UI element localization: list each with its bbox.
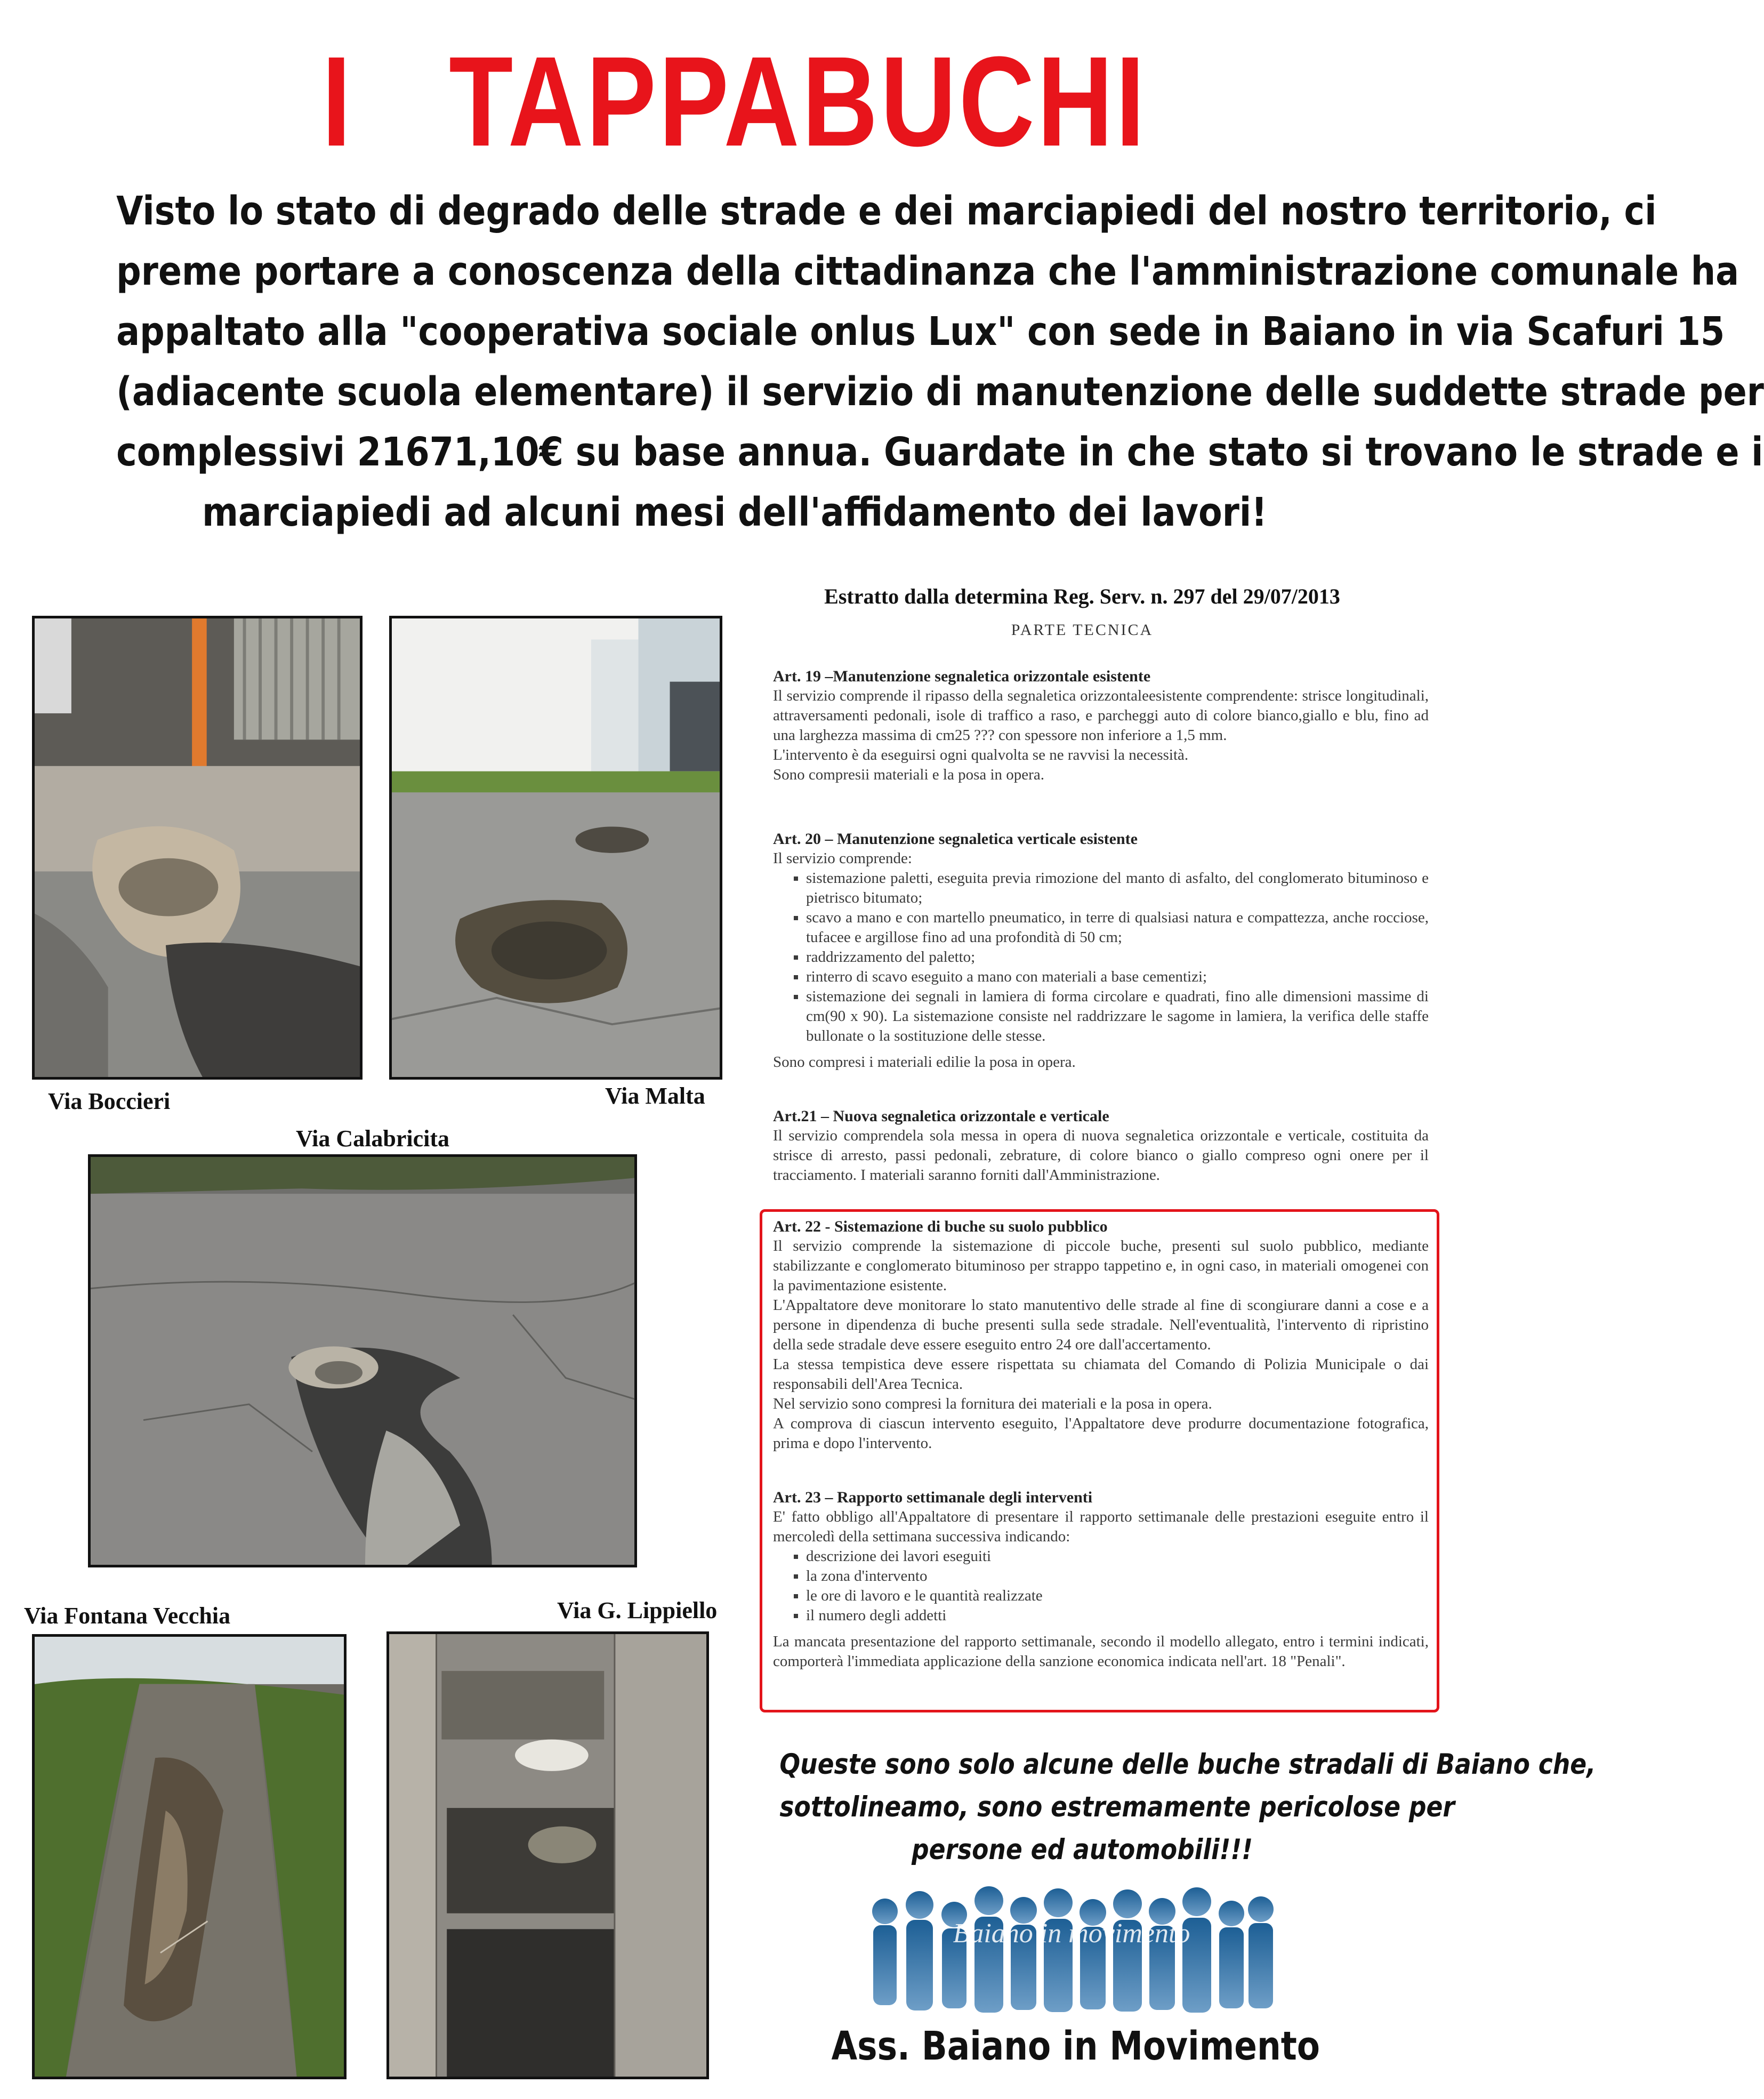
article-19-text: L'intervento è da eseguirsi ogni qualvolta se ne ravvisi la necessità. bbox=[773, 746, 1189, 763]
article-20-title: Art. 20 – Manutenzione segnaletica verticale esistente bbox=[773, 830, 1138, 848]
list-item: ▪ la zona d'intervento bbox=[806, 1566, 1429, 1586]
photo-via-malta bbox=[389, 616, 722, 1080]
article-20-list bbox=[773, 868, 1429, 1046]
photo-via-calabricita bbox=[88, 1154, 637, 1567]
article-21-title: Art.21 – Nuova segnaletica orizzontale e verticale bbox=[773, 1107, 1109, 1125]
caption-via-calabricita: Via Calabricita bbox=[296, 1125, 449, 1152]
logo-text: Baiano in movimento bbox=[953, 1918, 1190, 1949]
intro-line: complessivi 21671,10€ su base annua. Guardate in che stato si trovano le strade e i bbox=[116, 429, 1763, 475]
intro-line: appaltato alla "cooperativa sociale onlus Lux" con sede in Baiano in via Scafuri 15 bbox=[116, 309, 1725, 355]
article-22-text: A comprova di ciascun intervento eseguito, l'Appaltatore deve produrre documentazione fotografica, prima e dopo l'intervento. bbox=[773, 1415, 1429, 1452]
article-23-list bbox=[773, 1547, 1429, 1626]
list-item: ▪ sistemazione dei segnali in lamiera di forma circolare e quadrati, fino alle dimensioni massime di cm(90 x 90). La sistemazione consiste nel raddrizzare le sagome in lamiera, la verifica delle staffe bullonate o la sostituzione delle stesse. bbox=[806, 987, 1429, 1046]
caption-via-g-lippiello: Via G. Lippiello bbox=[557, 1597, 718, 1623]
intro-line: preme portare a conoscenza della cittadinanza che l'amministrazione comunale ha bbox=[116, 248, 1739, 294]
article-20-closing: Sono compresi i materiali edilie la posa in opera. bbox=[773, 1053, 1076, 1071]
page-title: I TAPPABUCHI bbox=[321, 30, 1148, 173]
article-22-text: Nel servizio sono compresi la fornitura dei materiali e la posa in opera. bbox=[773, 1395, 1212, 1412]
list-item: ▪ le ore di lavoro e le quantità realizzate bbox=[806, 1586, 1429, 1606]
article-22-text: L'Appaltatore deve monitorare lo stato manutentivo delle strade al fine di scongiurare danni a cose e a persone in dipendenza di buche presenti sulla sede stradale. Nell'eventualità, l'intervento di ripristino della sede stradale deve essere eseguito entro 24 ore dall'accertamento. bbox=[773, 1297, 1429, 1353]
closing-line: sottolineamo, sono estremamente pericolose per bbox=[779, 1791, 1455, 1823]
intro-line: Visto lo stato di degrado delle strade e dei marciapiedi del nostro territorio, ci bbox=[116, 188, 1657, 234]
people-crowd-icon bbox=[864, 1879, 1279, 2021]
article-19-text: Il servizio comprende il ripasso della segnaletica orizzontaleesistente comprendente: strisce longitudinali, attraversamenti pedonali, isole di traffico a raso, e parcheggi auto di colore bianco,giallo e blu, fino ad una larghezza massima di cm25 ??? con spessore non inferiore a 1,5 mm. bbox=[773, 687, 1429, 744]
article-22-text: Il servizio comprende la sistemazione di piccole buche, presenti sul suolo pubblico, mediante stabilizzante e conglomerato bituminoso per strappo tappetino e, in ogni caso, in materiali omogenei con la pavimentazione esistente. bbox=[773, 1237, 1429, 1294]
article-22-text: La stessa tempistica deve essere rispettata su chiamata del Comando di Polizia Municipale o dai responsabili dell'Area Tecnica. bbox=[773, 1356, 1429, 1393]
article-20-intro: Il servizio comprende: bbox=[773, 850, 912, 867]
organization-name: Ass. Baiano in Movimento bbox=[831, 2023, 1320, 2069]
article-21 bbox=[773, 1106, 1429, 1185]
closing-statement bbox=[730, 1743, 1596, 1871]
list-item: ▪ il numero degli addetti bbox=[806, 1606, 1429, 1626]
article-20 bbox=[773, 829, 1429, 1072]
article-23-closing: La mancata presentazione del rapporto settimanale, secondo il modello allegato, entro i termini indicati, comporterà l'immediata applicazione della sanzione economica indicata nell'art. 18 "Penali". bbox=[773, 1633, 1429, 1670]
caption-via-boccieri: Via Boccieri bbox=[48, 1088, 171, 1114]
intro-line: (adiacente scuola elementare) il servizio di manutenzione delle suddette strade per bbox=[116, 369, 1764, 415]
article-23-intro: E' fatto obbligo all'Appaltatore di presentare il rapporto settimanale delle prestazioni eseguite entro il mercoledì della settimana successiva indicando: bbox=[773, 1508, 1429, 1545]
article-23 bbox=[773, 1487, 1429, 1671]
association-logo bbox=[864, 1879, 1279, 2021]
article-22 bbox=[773, 1217, 1429, 1453]
document-heading: Estratto dalla determina Reg. Serv. n. 297 del 29/07/2013 bbox=[824, 584, 1340, 608]
list-item: ▪ rinterro di scavo eseguito a mano con materiali a base cementizi; bbox=[806, 967, 1429, 987]
article-19-title: Art. 19 –Manutenzione segnaletica orizzontale esistente bbox=[773, 668, 1151, 685]
article-22-title: Art. 22 - Sistemazione di buche su suolo pubblico bbox=[773, 1218, 1108, 1235]
closing-line: Queste sono solo alcune delle buche stradali di Baiano che, bbox=[779, 1748, 1596, 1781]
closing-line: persone ed automobili!!! bbox=[911, 1833, 1253, 1866]
photo-via-boccieri bbox=[32, 616, 363, 1080]
article-19-text: Sono compresii materiali e la posa in opera. bbox=[773, 766, 1044, 783]
article-21-text: Il servizio comprendela sola messa in opera di nuova segnaletica orizzontale e verticale, costituita da strisce di arresto, passi pedonali, zebrature, di colore bianco o giallo compreso ogni onere per il tracciamento. I materiali saranno forniti dall'Amministrazione. bbox=[773, 1127, 1429, 1184]
list-item: ▪ descrizione dei lavori eseguiti bbox=[806, 1547, 1429, 1566]
photo-via-g-lippiello bbox=[386, 1631, 709, 2079]
intro-paragraph bbox=[32, 181, 1764, 543]
intro-line: marciapiedi ad alcuni mesi dell'affidamento dei lavori! bbox=[202, 489, 1267, 535]
document-subheading: PARTE TECNICA bbox=[1011, 621, 1154, 639]
caption-via-malta: Via Malta bbox=[605, 1083, 705, 1109]
article-19 bbox=[773, 666, 1429, 785]
photo-via-fontana-vecchia bbox=[32, 1634, 347, 2079]
list-item: ▪ scavo a mano e con martello pneumatico, in terre di qualsiasi natura e compattezza, anche rocciose, tufacee e argillose fino ad una profondità di 50 cm; bbox=[806, 908, 1429, 947]
list-item: ▪ sistemazione paletti, eseguita previa rimozione del manto di asfalto, del conglomerato bituminoso e pietrisco bitumato; bbox=[806, 868, 1429, 908]
list-item: ▪ raddrizzamento del paletto; bbox=[806, 947, 1429, 967]
article-23-title: Art. 23 – Rapporto settimanale degli interventi bbox=[773, 1489, 1093, 1506]
caption-via-fontana-vecchia: Via Fontana Vecchia bbox=[24, 1603, 231, 1629]
